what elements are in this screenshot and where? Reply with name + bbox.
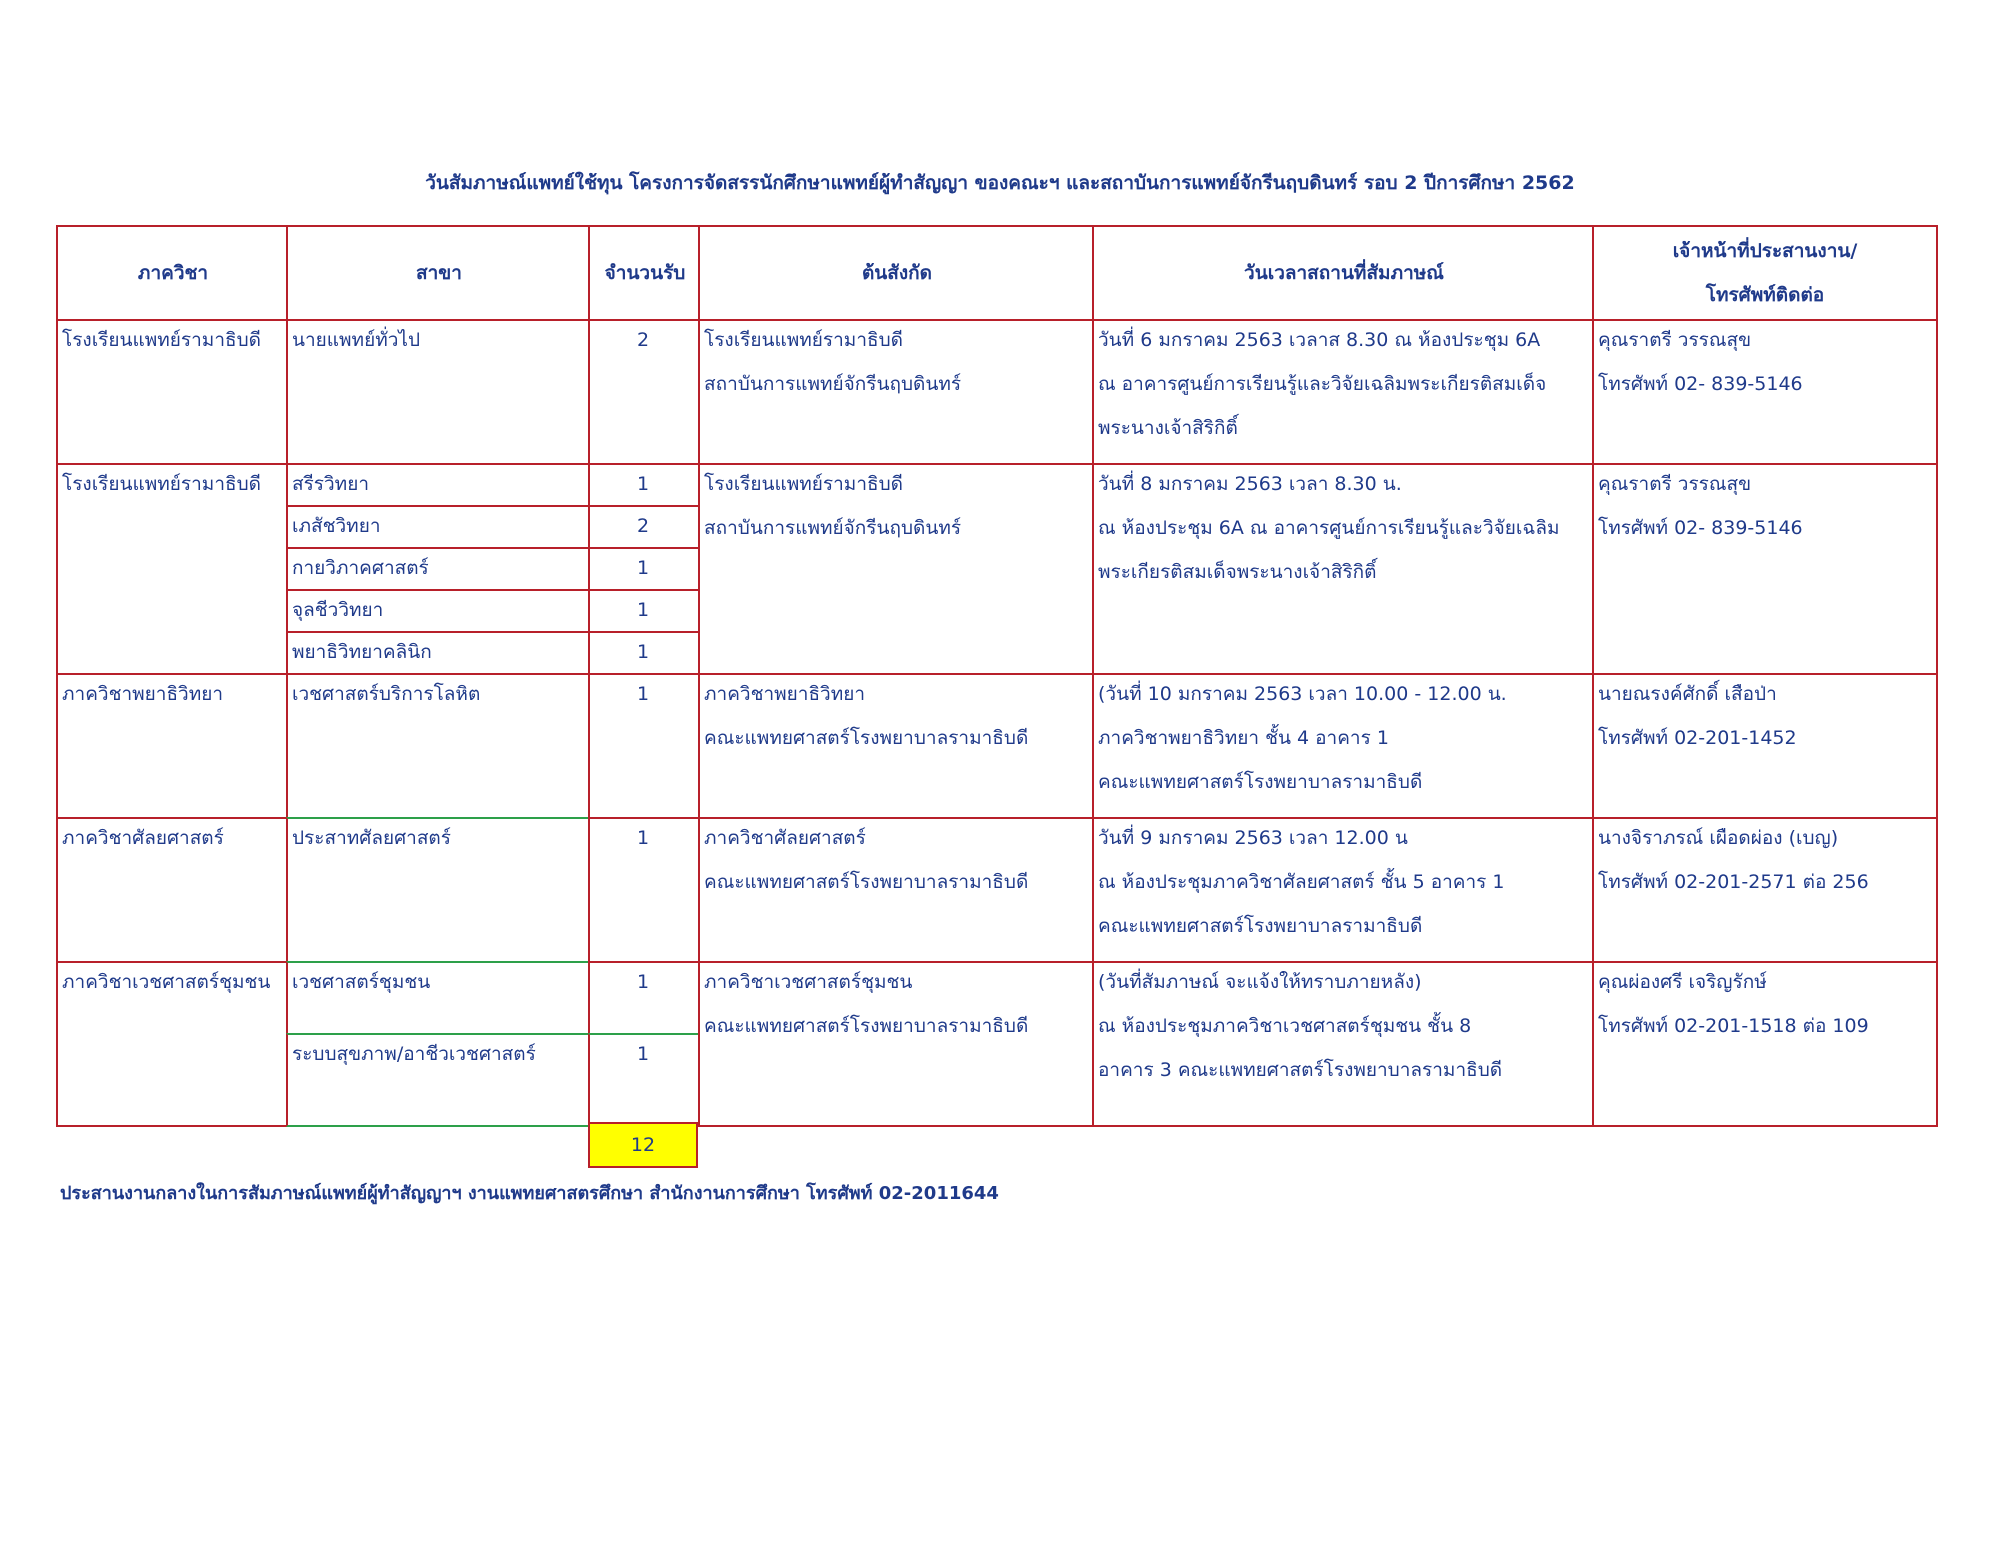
affiliation-text: สถาบันการแพทย์จักรีนฤบดินทร์ bbox=[704, 517, 962, 539]
header-quota: จำนวนรับ bbox=[588, 225, 700, 321]
branch-text: กายวิภาคศาสตร์ bbox=[292, 557, 429, 579]
department-text: โรงเรียนแพทย์รามาธิบดี bbox=[62, 473, 261, 495]
footer-note: ประสานงานกลางในการสัมภาษณ์แพทย์ผู้ทำสัญญาฯ งานแพทยศาสตรศึกษา สำนักงานการศึกษา โทรศัพท์ 02-2011644 bbox=[60, 1183, 999, 1204]
quota-text: 1 bbox=[636, 599, 650, 621]
department-text: ภาควิชาพยาธิวิทยา bbox=[62, 683, 224, 705]
contact-text: โทรศัพท์ 02-201-2571 ต่อ 256 bbox=[1598, 871, 1869, 893]
department-text: ภาควิชาศัลยศาสตร์ bbox=[62, 827, 224, 849]
branch-text: จุลชีววิทยา bbox=[292, 599, 384, 621]
affiliation-text: ภาควิชาเวชศาสตร์ชุมชน bbox=[704, 971, 913, 993]
header-contact-line1: เจ้าหน้าที่ประสานงาน/ bbox=[1672, 240, 1858, 262]
quota-text: 1 bbox=[636, 641, 650, 663]
quota-text: 1 bbox=[636, 827, 650, 849]
affiliation-text: คณะแพทยศาสตร์โรงพยาบาลรามาธิบดี bbox=[704, 727, 1029, 749]
quota-text: 2 bbox=[636, 329, 650, 351]
contact-text: คุณผ่องศรี เจริญรักษ์ bbox=[1598, 971, 1767, 993]
schedule-text: ภาควิชาพยาธิวิทยา ชั้น 4 อาคาร 1 bbox=[1098, 727, 1389, 749]
schedule-text: คณะแพทยศาสตร์โรงพยาบาลรามาธิบดี bbox=[1098, 915, 1423, 937]
schedule-text: คณะแพทยศาสตร์โรงพยาบาลรามาธิบดี bbox=[1098, 771, 1423, 793]
contact-text: โทรศัพท์ 02-201-1518 ต่อ 109 bbox=[1598, 1015, 1869, 1037]
schedule-text: พระเกียรติสมเด็จพระนางเจ้าสิริกิติ์ bbox=[1098, 561, 1377, 583]
contact-text: โทรศัพท์ 02- 839-5146 bbox=[1598, 517, 1803, 539]
schedule-text: (วันที่สัมภาษณ์ จะแจ้งให้ทราบภายหลัง) bbox=[1098, 971, 1422, 993]
affiliation-text: สถาบันการแพทย์จักรีนฤบดินทร์ bbox=[704, 373, 962, 395]
contact-text: คุณราตรี วรรณสุข bbox=[1598, 473, 1752, 495]
department-text: โรงเรียนแพทย์รามาธิบดี bbox=[62, 329, 261, 351]
branch-text: ระบบสุขภาพ/อาชีวเวชศาสตร์ bbox=[292, 1043, 536, 1065]
header-contact bbox=[1592, 225, 1938, 321]
contact-text: นางจิราภรณ์ เผือดผ่อง (เบญ) bbox=[1598, 827, 1839, 849]
schedule-text: วันที่ 9 มกราคม 2563 เวลา 12.00 น bbox=[1098, 827, 1408, 849]
quota-text: 2 bbox=[636, 515, 650, 537]
branch-text: พยาธิวิทยาคลินิก bbox=[292, 641, 432, 663]
total-quota: 12 bbox=[588, 1122, 698, 1168]
affiliation-text: ภาควิชาพยาธิวิทยา bbox=[704, 683, 866, 705]
affiliation-text: ภาควิชาศัลยศาสตร์ bbox=[704, 827, 866, 849]
header-contact-line2: โทรศัพท์ติดต่อ bbox=[1705, 284, 1825, 306]
schedule-text: ณ ห้องประชุม 6A ณ อาคารศูนย์การเรียนรู้และวิจัยเฉลิม bbox=[1098, 517, 1560, 539]
header-affiliation: ต้นสังกัด bbox=[698, 225, 1094, 321]
quota-text: 1 bbox=[636, 557, 650, 579]
quota-text: 1 bbox=[636, 971, 650, 993]
schedule-text: (วันที่ 10 มกราคม 2563 เวลา 10.00 - 12.00 น. bbox=[1098, 683, 1507, 705]
affiliation-text: โรงเรียนแพทย์รามาธิบดี bbox=[704, 329, 903, 351]
schedule-text: ณ ห้องประชุมภาควิชาเวชศาสตร์ชุมชน ชั้น 8 bbox=[1098, 1015, 1472, 1037]
schedule-text: อาคาร 3 คณะแพทยศาสตร์โรงพยาบาลรามาธิบดี bbox=[1098, 1059, 1503, 1081]
contact-text: โทรศัพท์ 02-201-1452 bbox=[1598, 727, 1797, 749]
affiliation-text: โรงเรียนแพทย์รามาธิบดี bbox=[704, 473, 903, 495]
document-title: วันสัมภาษณ์แพทย์ใช้ทุน โครงการจัดสรรนักศึกษาแพทย์ผู้ทำสัญญา ของคณะฯ และสถาบันการแพทย์จักรีนฤบดินทร์ รอบ 2 ปีการศึกษา 2562 bbox=[425, 172, 1575, 194]
header-branch: สาขา bbox=[286, 225, 590, 321]
affiliation-text: คณะแพทยศาสตร์โรงพยาบาลรามาธิบดี bbox=[704, 1015, 1029, 1037]
quota-text: 1 bbox=[636, 1043, 650, 1065]
branch-text: เวชศาสตร์บริการโลหิต bbox=[292, 683, 481, 705]
schedule-text: วันที่ 6 มกราคม 2563 เวลาส 8.30 ณ ห้องประชุม 6A bbox=[1098, 329, 1541, 351]
contact-text: โทรศัพท์ 02- 839-5146 bbox=[1598, 373, 1803, 395]
department-text: ภาควิชาเวชศาสตร์ชุมชน bbox=[62, 971, 271, 993]
quota-text: 1 bbox=[636, 473, 650, 495]
schedule-text: ณ ห้องประชุมภาควิชาศัลยศาสตร์ ชั้น 5 อาคาร 1 bbox=[1098, 871, 1505, 893]
branch-text: เวชศาสตร์ชุมชน bbox=[292, 971, 431, 993]
affiliation-text: คณะแพทยศาสตร์โรงพยาบาลรามาธิบดี bbox=[704, 871, 1029, 893]
contact-text: คุณราตรี วรรณสุข bbox=[1598, 329, 1752, 351]
branch-text: สรีรวิทยา bbox=[292, 473, 370, 495]
branch-text: เภสัชวิทยา bbox=[292, 515, 381, 537]
contact-text: นายณรงค์ศักดิ์ เสือป่า bbox=[1598, 683, 1777, 705]
schedule-text: วันที่ 8 มกราคม 2563 เวลา 8.30 น. bbox=[1098, 473, 1402, 495]
header-schedule: วันเวลาสถานที่สัมภาษณ์ bbox=[1092, 225, 1594, 321]
quota-text: 1 bbox=[636, 683, 650, 705]
branch-text: นายแพทย์ทั่วไป bbox=[292, 329, 421, 351]
schedule-text: พระนางเจ้าสิริกิติ์ bbox=[1098, 417, 1238, 439]
header-department: ภาควิชา bbox=[56, 225, 288, 321]
branch-text: ประสาทศัลยศาสตร์ bbox=[292, 827, 451, 849]
schedule-text: ณ อาคารศูนย์การเรียนรู้และวิจัยเฉลิมพระเกียรติสมเด็จ bbox=[1098, 373, 1547, 395]
